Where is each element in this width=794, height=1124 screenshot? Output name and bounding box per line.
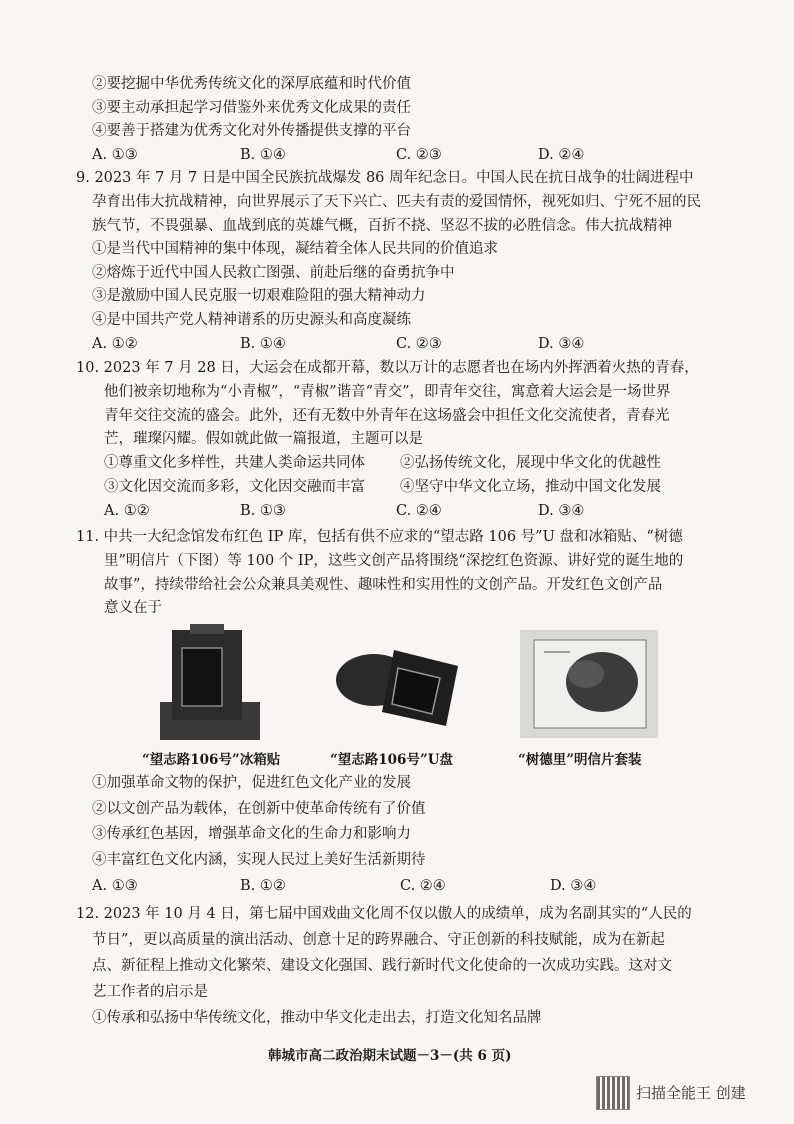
q10-option-b: B. ①③ [240, 503, 286, 519]
q10-item-4: ④坚守中华文化立场，推动中国文化发展 [400, 479, 661, 495]
q11-stem-2: 里”明信片（下图）等 100 个 IP，这些文创产品将围绕“深挖红色资源、讲好党的诞生地的 [104, 553, 684, 569]
scanner-watermark-text: 扫描全能王 创建 [636, 1084, 746, 1102]
q11-option-b: B. ①② [240, 878, 286, 894]
q11-option-c: C. ②④ [400, 878, 446, 894]
usb-drive-image [334, 640, 464, 730]
qr-code-icon [596, 1076, 630, 1110]
q11-option-d: D. ③④ [550, 878, 597, 894]
q8-options [92, 145, 692, 165]
q11-item-1: ①加强革命文物的保护，促进红色文化产业的发展 [92, 775, 411, 791]
q10-item-1: ①尊重文化多样性，共建人类命运共同体 [104, 455, 365, 471]
scanner-watermark [596, 1076, 784, 1110]
q8-item-4: ④要善于搭建为优秀文化对外传播提供支撑的平台 [92, 123, 411, 139]
caption-fridge-magnet: “望志路106号”冰箱贴 [142, 752, 281, 768]
q9-stem-1: 9. 2023 年 7 月 7 日是中国全民族抗战爆发 86 周年纪念日。中国人民在抗日战争的壮阔进程中 [76, 170, 694, 186]
q10-stem-2: 他们被亲切地称为“小青椒”，“青椒”谐音“青交”，即青年交往，寓意着大运会是一场世界 [104, 384, 671, 400]
caption-postcards: “树德里”明信片套装 [518, 752, 642, 768]
q9-item-1: ①是当代中国精神的集中体现，凝结着全体人民共同的价值追求 [92, 241, 498, 257]
q9-option-d: D. ③④ [538, 336, 585, 352]
q8-option-c: C. ②③ [396, 147, 442, 163]
q11-stem-3: 故事”，持续带给社会公众兼具美观性、趣味性和实用性的文创产品。开发红色文创产品 [104, 577, 663, 593]
q8-item-3: ③要主动承担起学习借鉴外来优秀文化成果的责任 [92, 100, 411, 116]
q9-option-a: A. ①② [92, 336, 138, 352]
q12-stem-1: 12. 2023 年 10 月 4 日，第七届中国戏曲文化周不仅以傲人的成绩单，成为名副其实的“人民的 [76, 906, 692, 922]
q12-item-1: ①传承和弘扬中华传统文化，推动中华文化走出去，打造文化知名品牌 [92, 1010, 542, 1026]
q12-stem-2: 节日”，更以高质量的演出活动、创意十足的跨界融合、守正创新的科技赋能，成为在新起 [92, 932, 665, 948]
q10-option-a: A. ①② [104, 503, 150, 519]
q11-item-4: ④丰富红色文化内涵，实现人民过上美好生活新期待 [92, 852, 426, 868]
page-footer: 韩城市高二政治期末试题－3－(共 6 页) [268, 1048, 512, 1064]
q10-option-d: D. ③④ [538, 503, 585, 519]
q10-stem-4: 芒，璀璨闪耀。假如就此做一篇报道，主题可以是 [104, 431, 423, 447]
q11-stem-1: 11. 中共一大纪念馆发布红色 IP 库，包括有供不应求的“望志路 106 号”U 盘和冰箱贴、“树德 [76, 529, 683, 545]
q11-item-2: ②以文创产品为载体，在创新中使革命传统有了价值 [92, 801, 426, 817]
q9-stem-3: 族气节，不畏强暴、血战到底的英雄气概，百折不挠、坚忍不拔的必胜信念。伟大抗战精神 [92, 218, 672, 234]
q11-item-3: ③传承红色基因，增强革命文化的生命力和影响力 [92, 826, 411, 842]
q11-options [92, 876, 692, 896]
postcard-set-image [520, 630, 658, 738]
q12-stem-3: 点、新征程上推动文化繁荣、建设文化强国、践行新时代文化使命的一次成功实践。这对文 [92, 958, 672, 974]
q8-option-a: A. ①③ [92, 147, 138, 163]
q10-item-3: ③文化因交流而多彩，文化因交融而丰富 [104, 479, 365, 495]
q10-option-c: C. ②④ [396, 503, 442, 519]
q9-options [92, 334, 692, 354]
q10-stem-3: 青年交往交流的盛会。此外，还有无数中外青年在这场盛会中担任文化交流使者，青春光 [104, 408, 670, 424]
q10-item-2: ②弘扬传统文化，展现中华文化的优越性 [400, 455, 661, 471]
q12-stem-4: 艺工作者的启示是 [92, 984, 208, 1000]
q9-stem-2: 孕育出伟大抗战精神，向世界展示了天下兴亡、匹夫有责的爱国情怀，视死如归、宁死不屈的民 [92, 194, 701, 210]
q9-item-2: ②熔炼于近代中国人民救亡图强、前赴后继的奋勇抗争中 [92, 265, 455, 281]
q9-option-b: B. ①④ [240, 336, 286, 352]
q8-option-d: D. ②④ [538, 147, 585, 163]
q10-stem-1: 10. 2023 年 7 月 28 日，大运会在成都开幕，数以万计的志愿者也在场内外挥洒着火热的青春， [76, 360, 699, 376]
q11-option-a: A. ①③ [92, 878, 138, 894]
q8-option-b: B. ①④ [240, 147, 286, 163]
q9-item-3: ③是激励中国人民克服一切艰难险阻的强大精神动力 [92, 288, 426, 304]
q11-stem-4: 意义在于 [104, 600, 162, 616]
q9-option-c: C. ②③ [396, 336, 442, 352]
q9-item-4: ④是中国共产党人精神谱系的历史源头和高度凝练 [92, 312, 411, 328]
caption-usb-drive: “望志路106号”U盘 [330, 752, 453, 768]
fridge-magnet-image [160, 624, 260, 740]
q10-options [104, 501, 704, 521]
q8-item-2: ②要挖掘中华优秀传统文化的深厚底蕴和时代价值 [92, 76, 411, 92]
